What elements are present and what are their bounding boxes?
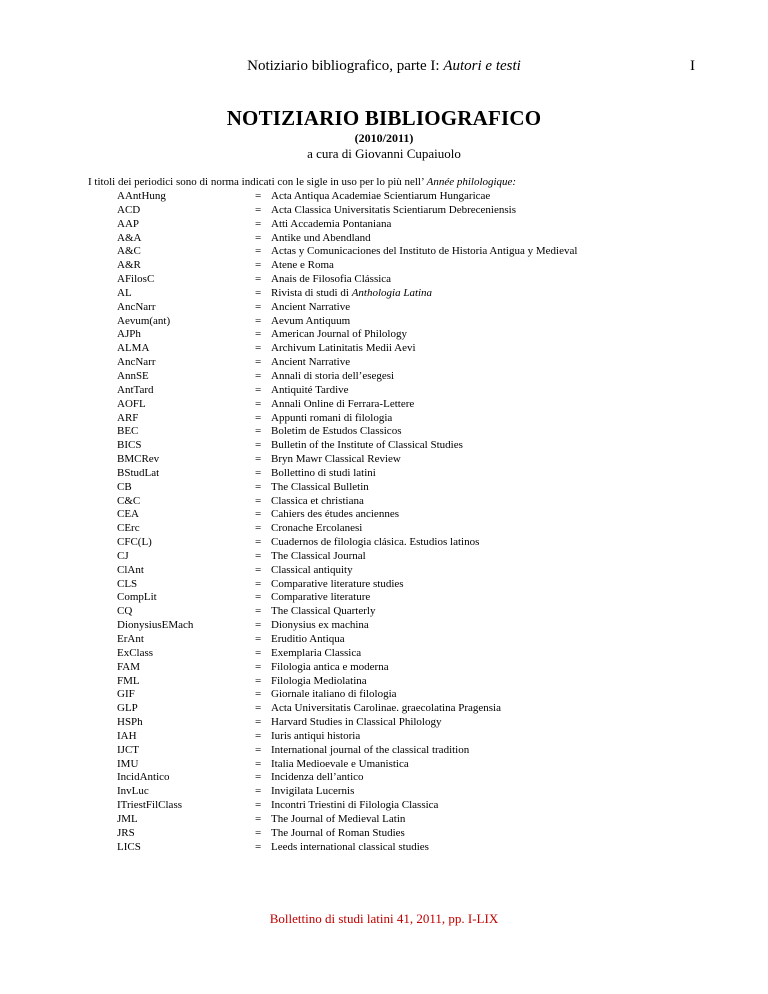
list-item: [0, 564, 768, 578]
full-title-text: Atene e Roma: [271, 259, 334, 272]
full-title-text: The Journal of Roman Studies: [271, 826, 405, 839]
equals-sign: =: [255, 342, 262, 355]
abbreviation: CErc: [117, 522, 140, 535]
equals-sign: =: [255, 494, 262, 507]
equals-sign: =: [255, 356, 262, 369]
list-item: [0, 841, 768, 855]
full-title: [271, 398, 414, 412]
full-title: [271, 716, 441, 730]
abbreviation: ACD: [117, 203, 141, 216]
page-number: I: [690, 58, 695, 74]
full-title: [271, 633, 345, 647]
equals-sign: =: [255, 466, 262, 479]
full-title-text: Harvard Studies in Classical Philology: [271, 716, 442, 729]
equals-sign: =: [255, 619, 262, 632]
full-title: [271, 605, 375, 619]
full-title-text: Ancient Narrative: [271, 300, 351, 313]
equals-sign: =: [255, 425, 262, 438]
running-head-italic: Autori e testi: [443, 58, 521, 74]
equals-sign: =: [255, 286, 262, 299]
full-title-text: Filologia Mediolatina: [271, 674, 367, 687]
abbreviation: AAntHung: [117, 190, 166, 202]
list-item: [0, 495, 768, 509]
list-item: [0, 315, 768, 329]
abbreviation: A&C: [117, 245, 141, 258]
list-item: [0, 536, 768, 550]
full-title-text: Acta Classica Universitatis Scientiarum Debreceniensis: [271, 203, 516, 216]
abbreviation: A&R: [117, 259, 141, 272]
abbreviation: FML: [117, 674, 140, 687]
list-item: [0, 370, 768, 384]
abbreviation: ITriestFilClass: [117, 799, 183, 812]
abbreviation: CB: [117, 480, 132, 493]
full-title-text: Classical antiquity: [271, 563, 353, 576]
list-item: [0, 204, 768, 218]
abbreviation: GIF: [117, 688, 135, 701]
list-item: [0, 232, 768, 246]
equals-sign: =: [255, 397, 262, 410]
full-title-text: Cuadernos de filologia clásica. Estudios latinos: [271, 536, 480, 549]
equals-sign: =: [255, 646, 262, 659]
list-item: [0, 716, 768, 730]
abbreviation: AOFL: [117, 397, 146, 410]
full-title: [271, 702, 501, 716]
equals-sign: =: [255, 231, 262, 244]
equals-sign: =: [255, 563, 262, 576]
equals-sign: =: [255, 217, 262, 230]
full-title-text: Rivista di studi di: [271, 286, 352, 299]
abbreviation: BMCRev: [117, 453, 160, 466]
list-item: [0, 619, 768, 633]
list-item: [0, 439, 768, 453]
equals-sign: =: [255, 411, 262, 424]
abbreviation: AnnSE: [117, 369, 149, 382]
full-title: [271, 730, 360, 744]
full-title-italic: Anthologia Latina: [351, 286, 433, 299]
full-title: [271, 453, 401, 467]
equals-sign: =: [255, 674, 262, 687]
full-title-text: Iuris antiqui historia: [271, 729, 361, 742]
full-title-text: Annali di storia dell’esegesi: [271, 369, 395, 382]
full-title-text: Anais de Filosofia Clássica: [271, 273, 392, 286]
list-item: [0, 412, 768, 426]
equals-sign: =: [255, 743, 262, 756]
footer-citation: Bollettino di studi latini 41, 2011, pp. I-LIX: [269, 911, 499, 926]
abbreviation: Aevum(ant): [117, 314, 171, 327]
full-title-text: Leeds international classical studies: [271, 840, 429, 853]
full-title: [271, 799, 438, 813]
equals-sign: =: [255, 785, 262, 798]
full-title-text: Classica et christiana: [271, 494, 364, 507]
full-title: [271, 758, 409, 772]
abbreviation: BICS: [117, 439, 142, 452]
full-title: [271, 412, 392, 426]
abbreviation: IJCT: [117, 743, 139, 756]
full-title: [271, 675, 367, 689]
abbreviation: ErAnt: [117, 633, 144, 645]
abbreviation: AncNarr: [117, 356, 156, 369]
full-title-text: Exemplaria Classica: [271, 646, 362, 659]
full-title: [271, 508, 399, 522]
equals-sign: =: [255, 190, 262, 202]
abbreviation: IMU: [117, 757, 139, 770]
equals-sign: =: [255, 826, 262, 839]
abbreviation: ExClass: [117, 646, 154, 659]
list-item: [0, 287, 768, 301]
equals-sign: =: [255, 812, 262, 825]
intro-italic: Année philologique:: [426, 176, 517, 188]
list-item: [0, 605, 768, 619]
full-title: [271, 425, 401, 439]
abbreviation: ARF: [117, 411, 139, 424]
full-title: [271, 536, 479, 550]
full-title-text: Invigilata Lucernis: [271, 785, 355, 798]
list-item: [0, 813, 768, 827]
full-title-text: American Journal of Philology: [271, 328, 407, 341]
list-item: [0, 785, 768, 799]
abbreviation: FAM: [117, 660, 141, 673]
full-title-text: Bryn Mawr Classical Review: [271, 453, 401, 466]
full-title-text: The Journal of Medieval Latin: [271, 812, 406, 825]
full-title: [271, 841, 429, 855]
full-title: [271, 813, 405, 827]
full-title: [271, 578, 404, 592]
list-item: [0, 328, 768, 342]
equals-sign: =: [255, 605, 262, 618]
abbreviation: CFC(L): [117, 536, 152, 549]
equals-sign: =: [255, 840, 262, 853]
abbreviation: AAP: [117, 217, 140, 230]
full-title: [271, 481, 369, 495]
abbreviation: AJPh: [117, 328, 141, 341]
equals-sign: =: [255, 799, 262, 812]
abbreviation: InvLuc: [117, 785, 149, 798]
abbreviation: CQ: [117, 605, 133, 618]
list-item: [0, 702, 768, 716]
full-title: [271, 619, 369, 633]
full-title-text: Cronache Ercolanesi: [271, 522, 363, 535]
equals-sign: =: [255, 688, 262, 701]
full-title-text: Comparative literature studies: [271, 577, 404, 590]
abbreviation: DionysiusEMach: [117, 619, 194, 632]
abbreviation: AL: [117, 286, 132, 299]
abbreviation: A&A: [117, 231, 142, 244]
full-title-text: Boletim de Estudos Classicos: [271, 425, 402, 438]
list-item: [0, 259, 768, 273]
full-title-text: Bollettino di studi latini: [271, 466, 376, 479]
equals-sign: =: [255, 328, 262, 341]
abbreviation: CJ: [117, 549, 129, 562]
full-title: [271, 245, 577, 259]
equals-sign: =: [255, 633, 262, 645]
list-item: [0, 591, 768, 605]
list-item: [0, 218, 768, 232]
equals-sign: =: [255, 549, 262, 562]
equals-sign: =: [255, 369, 262, 382]
list-item: [0, 771, 768, 785]
full-title: [271, 771, 364, 785]
full-title: [271, 647, 361, 661]
abbreviation: ClAnt: [117, 563, 144, 576]
full-title-text: Archivum Latinitatis Medii Aevi: [271, 342, 416, 355]
running-head-text: Notiziario bibliografico, parte I:: [247, 58, 444, 74]
full-title: [271, 384, 349, 398]
full-title-text: Appunti romani di filologia: [271, 411, 393, 424]
list-item: [0, 273, 768, 287]
full-title: [271, 232, 371, 246]
full-title-text: Giornale italiano di filologia: [271, 688, 397, 701]
list-item: [0, 398, 768, 412]
abbreviation: AntTard: [117, 383, 154, 396]
abbreviation: IncidAntico: [117, 771, 170, 784]
equals-sign: =: [255, 716, 262, 729]
equals-sign: =: [255, 439, 262, 452]
full-title-text: Incontri Triestini di Filologia Classica: [271, 799, 439, 812]
abbreviation: JRS: [117, 826, 135, 839]
full-title-text: The Classical Quarterly: [271, 605, 376, 618]
full-title: [271, 744, 469, 758]
list-item: [0, 481, 768, 495]
full-title-text: Annali Online di Ferrara-Lettere: [271, 397, 415, 410]
full-title-text: Acta Universitatis Carolinae. graecolatina Pragensia: [271, 702, 501, 715]
abbreviation: JML: [117, 812, 138, 825]
full-title-text: Eruditio Antiqua: [271, 633, 345, 645]
abbreviation: ALMA: [117, 342, 150, 355]
list-item: [0, 384, 768, 398]
equals-sign: =: [255, 453, 262, 466]
abbreviation: C&C: [117, 494, 141, 507]
full-title-text: International journal of the classical tradition: [271, 743, 470, 756]
full-title: [271, 328, 407, 342]
full-title-text: Acta Antiqua Academiae Scientiarum Hungaricae: [271, 190, 491, 202]
abbreviation: IAH: [117, 729, 137, 742]
list-item: [0, 453, 768, 467]
list-item: [0, 633, 768, 647]
list-item: [0, 467, 768, 481]
list-item: [0, 342, 768, 356]
full-title: [271, 204, 516, 218]
equals-sign: =: [255, 729, 262, 742]
equals-sign: =: [255, 383, 262, 396]
editor-line: a cura di Giovanni Cupaiuolo: [307, 146, 461, 161]
full-title-text: Incidenza dell’antico: [271, 771, 364, 784]
full-title: [271, 356, 350, 370]
full-title-text: Comparative literature: [271, 591, 371, 604]
abbreviation: CompLit: [117, 591, 157, 604]
full-title-text: Dionysius ex machina: [271, 619, 369, 632]
equals-sign: =: [255, 660, 262, 673]
full-title: [271, 315, 350, 329]
full-title: [271, 370, 394, 384]
list-item: [0, 301, 768, 315]
full-title: [271, 827, 405, 841]
full-title-text: Filologia antica e moderna: [271, 660, 389, 673]
abbreviation: BEC: [117, 425, 139, 438]
years: (2010/2011): [354, 131, 414, 145]
equals-sign: =: [255, 259, 262, 272]
intro-text: I titoli dei periodici sono di norma indicati con le sigle in uso per lo più nell’: [88, 176, 427, 188]
full-title: [271, 661, 389, 675]
running-head: [0, 58, 768, 75]
full-title: [271, 467, 376, 481]
list-item: [0, 425, 768, 439]
full-title: [271, 785, 354, 799]
list-item: [0, 730, 768, 744]
equals-sign: =: [255, 702, 262, 715]
full-title-text: Atti Accademia Pontaniana: [271, 217, 392, 230]
full-title: [271, 550, 366, 564]
abbreviation: AncNarr: [117, 300, 156, 313]
full-title: [271, 342, 416, 356]
full-title: [271, 564, 353, 578]
equals-sign: =: [255, 480, 262, 493]
full-title: [271, 259, 334, 273]
full-title-text: Cahiers des études anciennes: [271, 508, 399, 521]
full-title: [271, 591, 370, 605]
equals-sign: =: [255, 536, 262, 549]
list-item: [0, 799, 768, 813]
abbreviation: BStudLat: [117, 466, 160, 479]
list-item: [0, 661, 768, 675]
list-item: [0, 522, 768, 536]
equals-sign: =: [255, 522, 262, 535]
full-title: [271, 287, 432, 301]
full-title-text: The Classical Bulletin: [271, 480, 369, 493]
equals-sign: =: [255, 577, 262, 590]
equals-sign: =: [255, 591, 262, 604]
abbreviation: CLS: [117, 577, 138, 590]
full-title-text: The Classical Journal: [271, 549, 366, 562]
full-title-text: Aevum Antiquum: [271, 314, 351, 327]
abbreviation: CEA: [117, 508, 139, 521]
full-title-text: Ancient Narrative: [271, 356, 351, 369]
list-item: [0, 508, 768, 522]
full-title: [271, 301, 350, 315]
equals-sign: =: [255, 508, 262, 521]
abbreviation: GLP: [117, 702, 138, 715]
full-title: [271, 190, 490, 204]
abbreviation: HSPh: [117, 716, 143, 729]
full-title-text: Actas y Comunicaciones del Instituto de Historia Antigua y Medieval: [271, 245, 578, 258]
list-item: [0, 827, 768, 841]
full-title: [271, 495, 364, 509]
list-item: [0, 675, 768, 689]
list-item: [0, 744, 768, 758]
full-title: [271, 218, 391, 232]
full-title: [271, 522, 362, 536]
list-item: [0, 688, 768, 702]
list-item: [0, 190, 768, 204]
full-title-text: Bulletin of the Institute of Classical Studies: [271, 439, 463, 452]
full-title-text: Antike und Abendland: [271, 231, 371, 244]
list-item: [0, 245, 768, 259]
equals-sign: =: [255, 771, 262, 784]
full-title: [271, 273, 391, 287]
equals-sign: =: [255, 757, 262, 770]
intro-paragraph: [88, 176, 516, 188]
full-title-text: Italia Medioevale e Umanistica: [271, 757, 409, 770]
full-title: [271, 688, 397, 702]
list-item: [0, 578, 768, 592]
list-item: [0, 758, 768, 772]
equals-sign: =: [255, 203, 262, 216]
list-item: [0, 356, 768, 370]
full-title: [271, 439, 463, 453]
abbreviation: LICS: [117, 840, 141, 853]
equals-sign: =: [255, 300, 262, 313]
list-item: [0, 647, 768, 661]
abbreviation: AFilosC: [117, 273, 155, 286]
list-item: [0, 550, 768, 564]
full-title-text: Antiquité Tardive: [271, 383, 349, 396]
abbreviation-list: [0, 190, 768, 855]
page-title: NOTIZIARIO BIBLIOGRAFICO: [226, 106, 542, 130]
equals-sign: =: [255, 273, 262, 286]
equals-sign: =: [255, 314, 262, 327]
equals-sign: =: [255, 245, 262, 258]
